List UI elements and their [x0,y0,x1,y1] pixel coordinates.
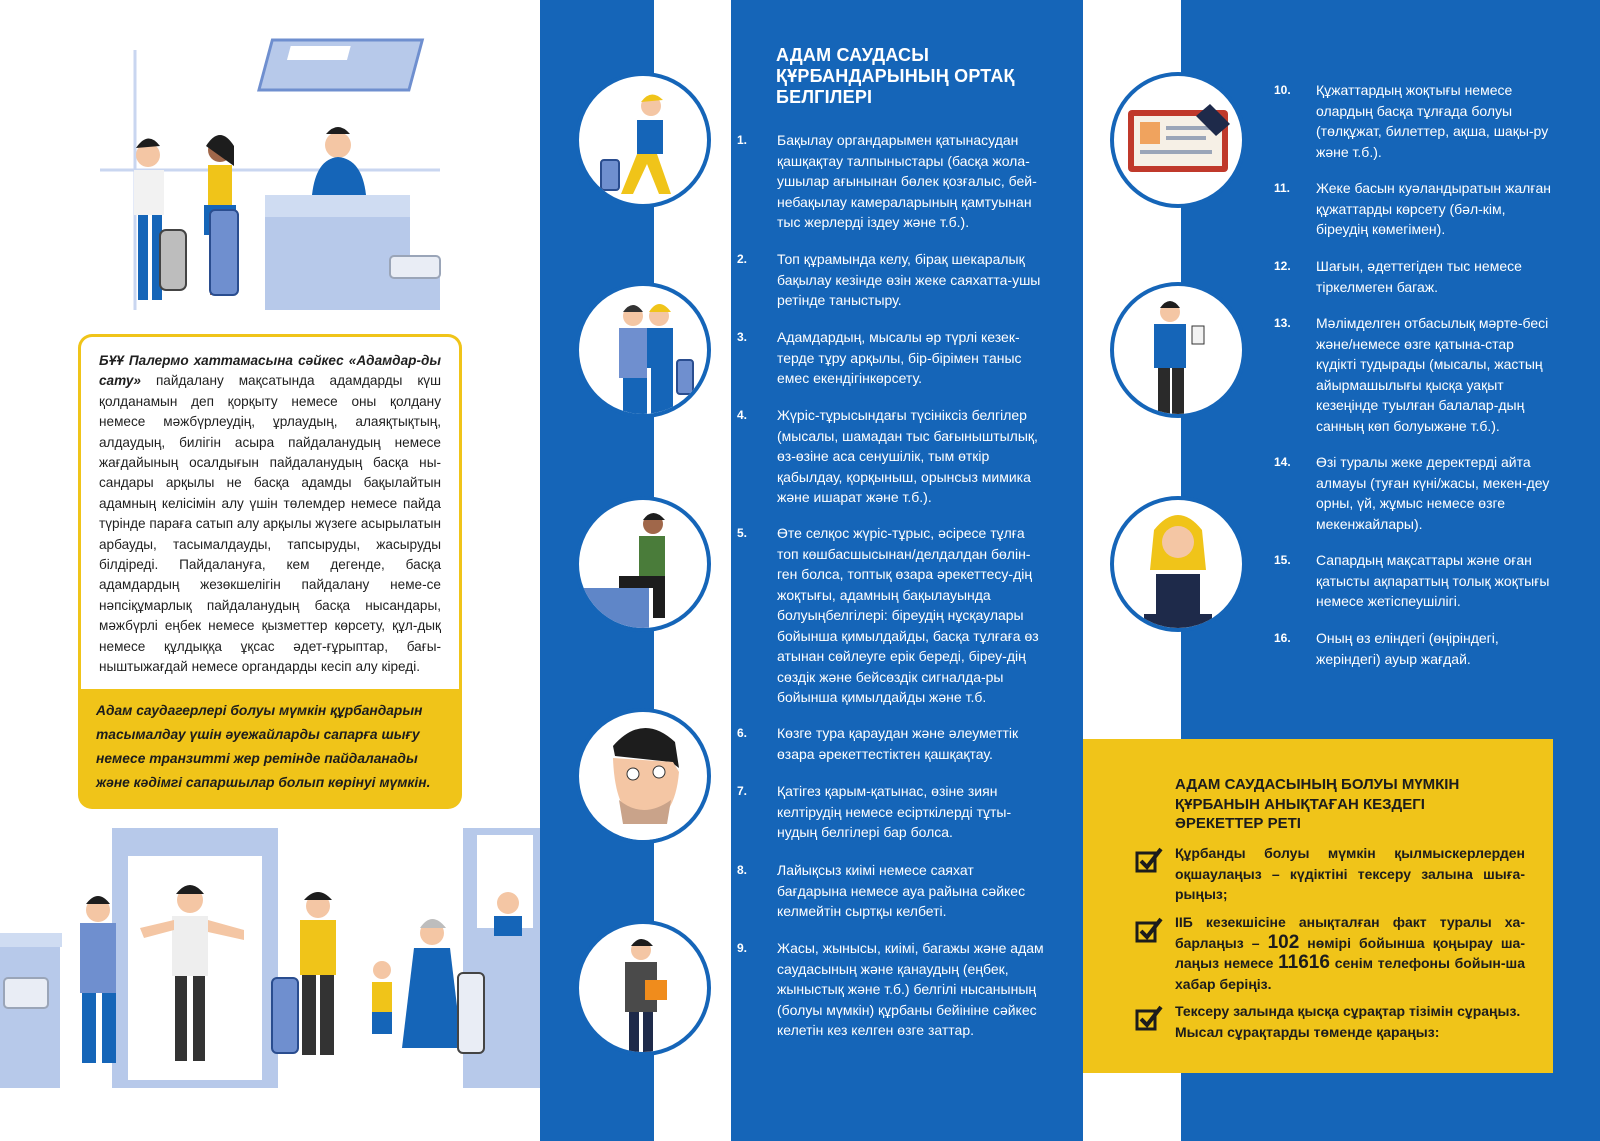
action-item-2-part-c: сенім телефоны бойын-ша хабар беріңіз. [1175,955,1525,992]
list-item [1270,80,1570,165]
list-item [737,249,1052,309]
couple-circle [575,282,711,418]
list-item [737,327,1052,387]
list-number: 4. [737,408,748,422]
actions-title-block [1175,775,1515,834]
list-item [737,405,1052,505]
list-text: Бақылау органдарымен қатынасудан қашқақтау талпыныстары (басқа жола-ушылар ағынынан бөлек қозғалыс, бей-небақылау камераларының қамтуынан тыс жерлерді іздеу және т.б.). [777,132,1037,230]
list-text: Құжаттардың жоқтығы немесе олардың басқа тұлғада болуы (төлқұжат, билеттер, ақша, шақы-ру және т.б.). [1316,82,1549,160]
passport-illustration [1114,76,1242,204]
security-illustration [0,828,540,1088]
list-number: 9. [737,941,748,955]
list-number: 11. [1274,181,1291,195]
list-text: Жеке басын куәландыратын жалған құжаттарды көрсету (бәл-кім, біреудің көмегімен). [1316,180,1551,237]
list-text: Сапардың мақсаттары және оған қатысты ақпараттың толық жоқтығы немесе жетіспеушілігі. [1316,552,1550,609]
list-item [1270,628,1570,673]
list-text: Мәлімделген отбасылық мәрте-бесі және/немесе өзге қатына-стар күдікті тудырады (мысалы, жастың айырмашылығы қысқа уақыт кезеңінде туылған балалар-дың санның көп болуыжәне т.б.). [1316,315,1549,434]
list-item [737,523,1052,708]
list-number: 14. [1274,455,1291,469]
list-text: Жасы, жынысы, киімі, багажы және адам саудасының және қанаудың (еңбек, жыныстық және т.б.) белгілі нысанының (болуы мүмкін) құрбаны бейініне сәйкес келетін кез келген өзге заттар. [777,940,1044,1038]
face-illustration [579,712,707,840]
list-text: Оның өз еліндегі (өңіріндегі, жеріндегі) ауыр жағдай. [1316,630,1499,667]
list-text: Топ құрамында келу, бірақ шекаралық бақылау кезінде өзін жеке саяхатта-ушы ретінде таныстыру. [777,251,1041,308]
phone-number-11616: 11616 [1278,952,1330,973]
list-text: Лайықсыз киімі немесе саяхат бағдарына немесе ауа райына сәйкес келмейтін сыртқы келбеті. [777,862,1026,919]
list-text: Жүріс-тұрысындағы түсініксіз белгілер (мысалы, шамадан тыс бағыныштылық, өз-өзіне аса сенушілік, тым өткір қабылдау, қорқыныш, орынсыз мимика және ишарат және т.б.). [777,407,1038,505]
distressed-woman-illustration [1114,500,1242,628]
action-item-3: Тексеру залында қысқа сұрақтар тізімін сұраңыз. Мысал сұрақтарды төменде қараңыз: [1175,1003,1521,1040]
list-number: 1. [737,133,748,147]
list-item [1270,550,1570,615]
definition-text [99,351,441,678]
list-text: Шағын, әдеттегіден тыс немесе тіркелмеген багаж. [1316,258,1522,295]
yellow-note-text: Адам саудагерлері болуы мүмкін құрбандарын тасымалдау үшін әуежайларды сапарға шығу немесе транзитті жер ретінде пайдаланады және кәдімгі сапаршылар болып көрінуі мүмкін. [96,703,431,790]
sitting-man-circle [575,496,711,632]
officer-circle [1110,282,1246,418]
list-number: 10. [1274,83,1291,97]
action-item-1: Құрбанды болуы мүмкін қылмыскерлерден оқшаулаңыз – күдіктіні тексеру залына шыға-рыңыз; [1175,845,1525,902]
yellow-note [78,689,462,809]
checkin-illustration [80,30,460,320]
list-item [737,860,1052,925]
list-item [737,781,1052,846]
list-number: 15. [1274,553,1291,567]
left-panel [0,0,540,1141]
list-number: 6. [737,726,748,740]
list-number: 2. [737,252,748,266]
signs-title-block [776,45,1046,108]
action-item-2-part-a: ІІБ кезекшісіне анықталған факт туралы ха-барлаңыз – [1175,914,1525,951]
definition-box [78,334,462,689]
list-item [737,938,1052,1043]
list-item [737,723,1052,768]
passport-circle [1110,72,1246,208]
actions-box [1083,739,1553,1073]
list-text: Қатігез қарым-қатынас, өзіне зиян келтірудің немесе есірткілерді тұты-нудың белгілері бар болса. [777,783,1012,840]
sitting-man-illustration [579,500,707,628]
definition-body: пайдалану мақсатында адамдарды күш қолданамын деп қорқыту немесе оны қолдану немесе мәжбүрлеудің, ұрлаудың, алаяқтықтың, алдаудың, билігін асыра пайдаланудың немесе жағдайының осалдығын пайдаланудың басқа ны-сандары арқылы не басқа адамды бақылайтын адамның келісімін алу үшін төлемдер немесе пайда түрінде параға сатып алу арқылы жүзеге асырылатын арбауды, тасымалдауды, тапсыруды, жасыруды білдіреді. Пайдалануға, кем дегенде, басқа адамдардың жезөкшелігін пайдалану неме-се нәпсіқұмарлық пайдаланудың басқа нысандары, мәжбүрлі еңбек немесе қызметтер көрсету, құл-дық немесе құлдыққа ұқсас әдет-ғұрыптар, бағы-ныштыжағдай немесе органдарды кесіп алу кіреді. [99,373,441,675]
face-circle [575,708,711,844]
signs-title: АДАМ САУДАСЫ ҚҰРБАНДАРЫНЫҢ ОРТАҚ БЕЛГІЛЕРІ [776,45,1015,107]
couple-illustration [579,286,707,414]
list-item [1270,256,1570,301]
actions-title: АДАМ САУДАСЫНЫҢ БОЛУЫ МҮМКІН ҚҰРБАНЫН АНЫҚТАҒАН КЕЗДЕГІ ӘРЕКЕТТЕР РЕТІ [1175,776,1460,832]
checkbox-icon [1135,847,1165,873]
list-item [1270,452,1570,537]
list-text: Көзге тура қараудан және әлеуметтік өзара әрекеттестіктен қашқақтау. [777,725,1019,762]
list-number: 13. [1274,316,1291,330]
list-number: 7. [737,784,748,798]
list-number: 16. [1274,631,1291,645]
list-item [737,130,1052,230]
traveler-circle [575,72,711,208]
definition-lead: БҰҰ Палермо хаттамасына сәйкес «Адамдар-ды сату» [99,353,441,389]
list-number: 12. [1274,259,1291,273]
action-item-2-part-b: нөмірі бойынша қоңырау ша-лаңыз немесе [1175,934,1525,971]
checkbox-icon [1135,917,1165,943]
checkbox-icon [1135,1005,1165,1031]
list-text: Өте селқос жүріс-тұрыс, әсіресе тұлға топ көшбасшысынан/делдалдан бөлін-ген болса, топтық өзара әрекеттесу-дің жоқтығы, адамның бақылауында болуыңбелгілері: біреудің нұсқаулары бойынша қимылдайды, басқа тұлғаға өз атынан сөйлеуге ерік береді, біреу-дің сөздік және бейсөздік сигналда-ры бойынша қимылдайды және т.б. [777,525,1039,705]
list-item [1270,313,1570,434]
distressed-woman-circle [1110,496,1246,632]
list-number: 3. [737,330,748,344]
list-text: Өзі туралы жеке деректерді айта алмауы (туған күні/жасы, мекен-деу орны, үй, жұмыс немесе өзге мекенжайлары). [1316,454,1550,532]
list-number: 8. [737,863,748,877]
traveler-illustration [579,76,707,204]
list-number: 5. [737,526,748,540]
list-text: Адамдардың, мысалы әр түрлі кезек-терде тұру арқылы, бір-бірімен таныс емес екендігінкөрсету. [777,329,1022,386]
phone-number-102: 102 [1267,931,1300,953]
man-with-box-illustration [579,924,707,1052]
action-item-2 [1175,912,1525,994]
list-item [1270,178,1570,237]
man-with-box-circle [575,920,711,1056]
officer-illustration [1114,286,1242,414]
